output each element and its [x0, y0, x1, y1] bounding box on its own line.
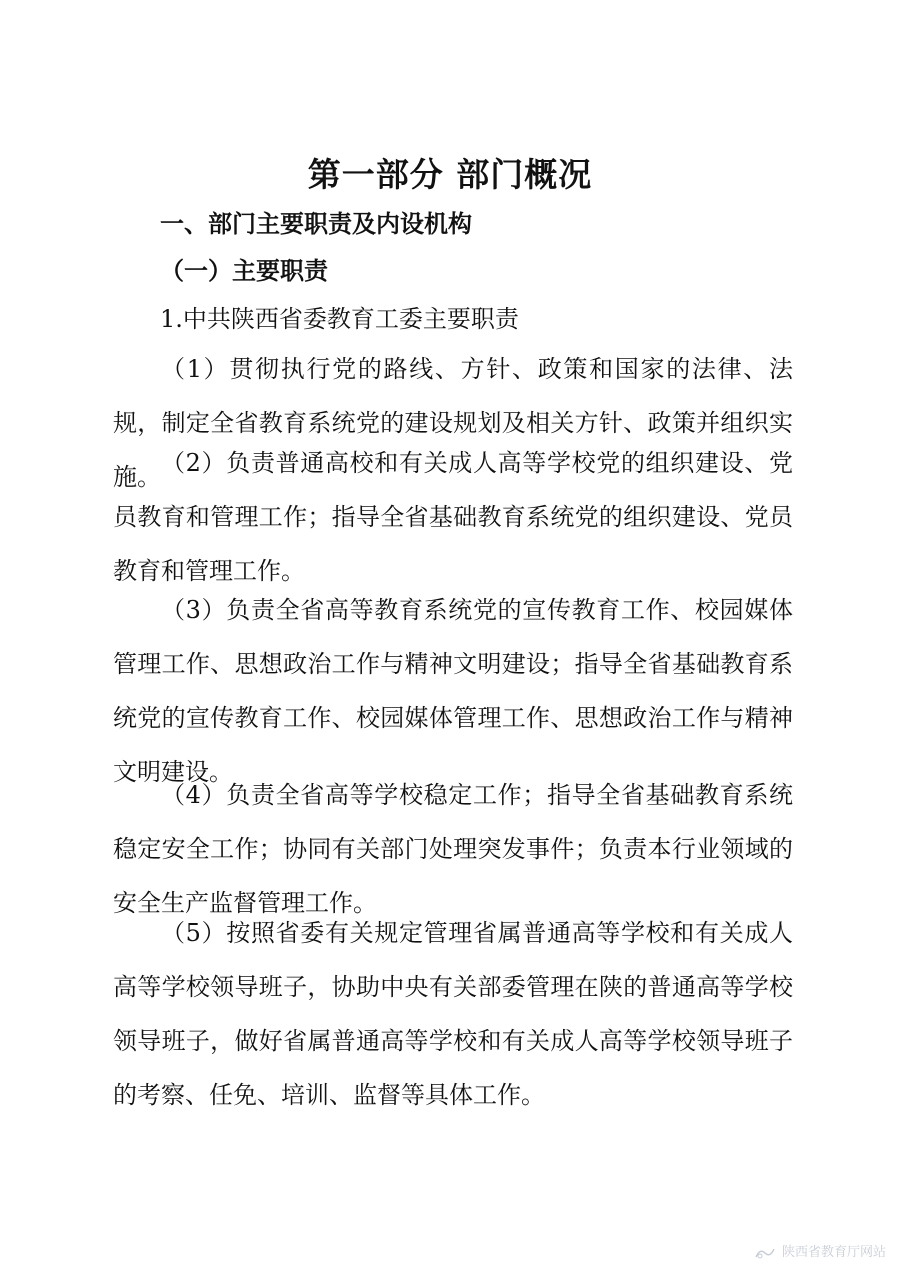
- watermark-text: 陕西省教育厅网站: [781, 1245, 886, 1260]
- paragraph-duty-3: （3）负责全省高等教育系统党的宣传教育工作、校园媒体管理工作、思想政治工作与精神文明建设；指导全省基础教育系统党的宣传教育工作、校园媒体管理工作、思想政治工作与精神文明建设。: [113, 596, 793, 786]
- watermark-logo-icon: [754, 1246, 776, 1260]
- paragraph-duty-1: （1）贯彻执行党的路线、方针、政策和国家的法律、法规，制定全省教育系统党的建设规划及相关方针、政策并组织实施。: [113, 355, 793, 491]
- site-watermark: [754, 1241, 886, 1260]
- page-title: 第一部分 部门概况: [307, 155, 593, 194]
- paragraph-duty-4: （4）负责全省高等学校稳定工作；指导全省基础教育系统稳定安全工作；协同有关部门处理突发事件；负责本行业领域的安全生产监督管理工作。: [113, 781, 793, 917]
- paragraph-duty-2: （2）负责普通高校和有关成人高等学校党的组织建设、党员教育和管理工作；指导全省基础教育系统党的组织建设、党员教育和管理工作。: [113, 449, 793, 585]
- paragraph-duty-5: （5）按照省委有关规定管理省属普通高等学校和有关成人高等学校领导班子，协助中央有关部委管理在陕的普通高等学校领导班子，做好省属普通高等学校和有关成人高等学校领导班子的考察、任免、培训、监督等具体工作。: [113, 919, 793, 1109]
- item-heading: 1.中共陕西省委教育工委主要职责: [160, 305, 519, 333]
- section-heading: 一、部门主要职责及内设机构: [160, 210, 472, 238]
- subsection-heading: （一）主要职责: [160, 257, 328, 285]
